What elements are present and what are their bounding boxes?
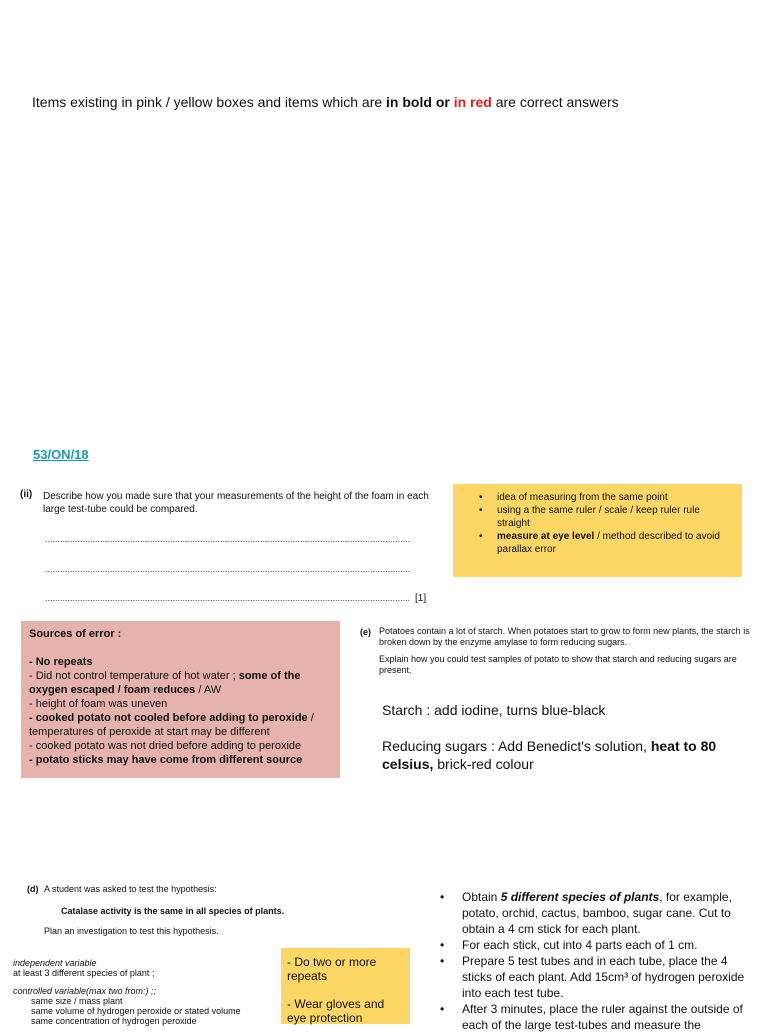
method-step: • After 3 minutes, place the ruler against the outside of each of the large test-tubes and measure the	[434, 1001, 746, 1033]
answer-item	[473, 530, 734, 556]
error-text: / AW	[195, 684, 222, 696]
error-line: - cooked potato was not dried before adding to peroxide	[29, 740, 302, 752]
question-number-ii: (ii)	[20, 489, 33, 500]
answer-text: Reducing sugars : Add Benedict's solution,	[382, 738, 651, 754]
hypothesis: Catalase activity is the same in all species of plants.	[61, 906, 285, 916]
answer-item: • idea of measuring from the same point	[473, 491, 734, 504]
controlled-variable: same size / mass plant	[31, 996, 123, 1006]
method-step	[434, 889, 746, 937]
sources-of-error-box	[21, 621, 340, 778]
starch-answer: Starch : add iodine, turns blue-black	[382, 702, 606, 718]
method-step: • For each stick, cut into 4 parts each of 1 cm.	[434, 937, 746, 953]
method-step: • Prepare 5 test tubes and in each tube, place the 4 sticks of each plant. Add 15cm³ of hydrogen peroxide into each test tube.	[434, 953, 746, 1001]
note-text-1: Items existing in pink / yellow boxes and items which are	[32, 94, 387, 110]
answer-item-bold: measure at eye level	[497, 531, 595, 542]
question-number-e: (e)	[360, 627, 371, 637]
answer-item-rest: / method described to avoid parallax error	[497, 531, 720, 555]
error-line	[29, 711, 332, 739]
error-line: - potato sticks may have come from different source	[29, 754, 303, 766]
method-answer	[434, 889, 746, 1033]
repeat-answer: - Do two or more repeats	[287, 955, 377, 983]
note-red-text: in red	[453, 94, 492, 110]
error-bold: - cooked potato not cooled before adding to peroxide	[29, 712, 308, 724]
controlled-variable: same concentration of hydrogen peroxide	[31, 1016, 197, 1026]
answer-line-3: ..................................................................................................................................................	[45, 593, 411, 603]
answer-line-2: ..................................................................................................................................................	[45, 564, 411, 574]
question-e-text	[379, 626, 755, 676]
question-e-para-1: Potatoes contain a lot of starch. When potatoes start to grow to form new plants, the starch is broken down by the enzyme amylase to form reducing sugars.	[379, 626, 750, 647]
method-text: Obtain	[462, 890, 501, 904]
error-text: / temperatures of peroxide at start may be different	[29, 712, 314, 738]
error-title: Sources of error :	[29, 628, 122, 640]
paper-code-link[interactable]: 53/ON/18	[33, 447, 89, 462]
question-e-answer	[382, 701, 752, 773]
answer-line-1: ..................................................................................................................................................	[45, 534, 411, 544]
answer-bold: heat to 80 celsius,	[382, 738, 717, 772]
controlled-variable-label: controlled variable(max two from:) ;;	[13, 986, 157, 996]
error-line	[29, 669, 332, 697]
question-ii-line-2: large test-tube could be compared.	[43, 504, 198, 515]
question-ii-text	[43, 490, 443, 516]
error-line: - No repeats	[29, 656, 93, 668]
question-d-line-2: Plan an investigation to test this hypothesis.	[44, 926, 219, 936]
note-bold-text: in bold or	[386, 94, 450, 110]
answer-key-note	[32, 94, 619, 110]
controlled-variable: same volume of hydrogen peroxide or stated volume	[31, 1006, 241, 1016]
method-list	[434, 889, 746, 1033]
mark-allocation: [1]	[415, 593, 427, 604]
question-d-line-1: A student was asked to test the hypothesis:	[44, 884, 217, 894]
independent-variable-value: at least 3 different species of plant ;	[13, 968, 155, 978]
error-line: - height of foam was uneven	[29, 698, 168, 710]
answer-list	[473, 491, 734, 556]
reducing-sugar-answer	[382, 737, 752, 773]
question-ii-line-1: Describe how you made sure that your measurements of the height of the foam in each	[43, 491, 429, 502]
question-e-para-2: Explain how you could test samples of potato to show that starch and reducing sugars are present.	[379, 654, 737, 675]
method-bold: 5 different species of plants	[500, 890, 660, 904]
mark-scheme-variables	[13, 958, 283, 1026]
answer-box-repeats	[281, 948, 410, 1024]
safety-answer: - Wear gloves and eye protection	[287, 997, 385, 1025]
independent-variable-label: independent variable	[13, 958, 97, 968]
question-number-d: (d)	[27, 884, 39, 894]
answer-text: brick-red colour	[433, 756, 534, 772]
error-bold: some of the oxygen escaped / foam reduces	[29, 670, 301, 696]
answer-item: • using a the same ruler / scale / keep ruler rule straight	[473, 504, 734, 530]
method-text: , for example, potato, orchid, cactus, bamboo, sugar cane. Cut to obtain a 4 cm stick for each plant.	[462, 890, 732, 936]
note-text-2: are correct answers	[491, 94, 619, 110]
error-text: - Did not control temperature of hot water ;	[29, 670, 239, 682]
answer-box-measurement	[453, 484, 742, 577]
